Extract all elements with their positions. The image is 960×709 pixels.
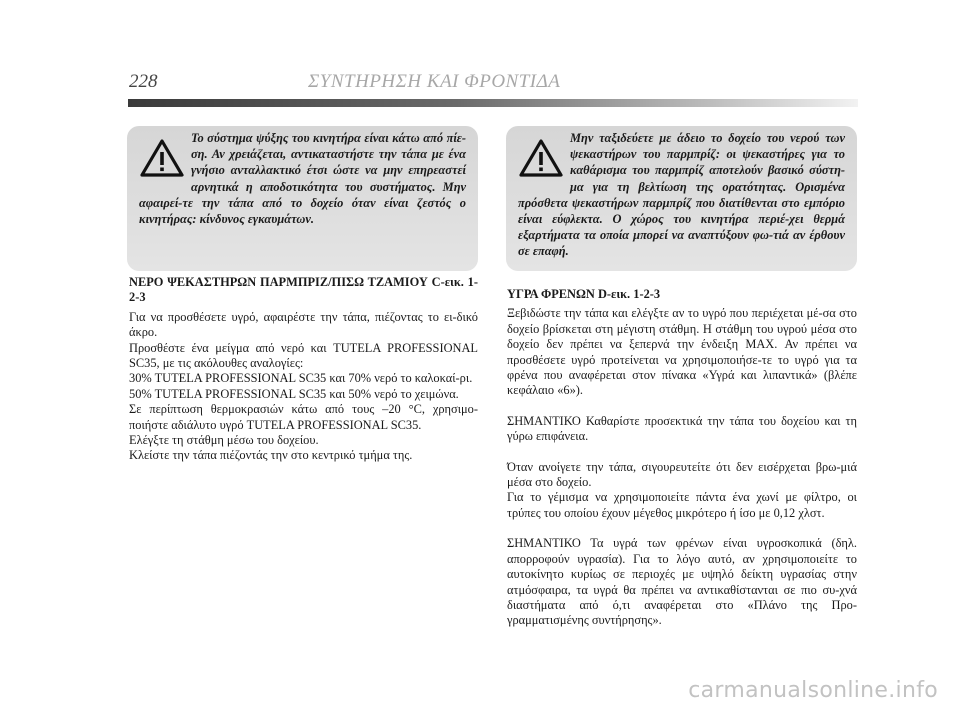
warning-box-washer xyxy=(506,126,857,271)
paragraph-spacer xyxy=(507,399,857,414)
paragraph-spacer xyxy=(507,445,857,460)
paragraph: Σε περίπτωση θερμοκρασιών κάτω από τους –20 °C, χρησιμο-ποιήστε αδιάλυτο υγρό TUTELA PROFESSIONAL SC35. xyxy=(129,402,478,432)
paragraph: Για να προσθέσετε υγρό, αφαιρέστε την τάπα, πιέζοντας το ει-δικό άκρο. xyxy=(129,309,478,340)
important-note: ΣΗΜΑΝΤΙΚΟ Τα υγρά των φρένων είναι υγροσκοπικά (δηλ. απορροφούν υγρασία). Για το λόγο αυτό, αν χρησιμοποιείτε το αυτοκίνητο κυρίως σε περιοχές με υψηλό δείκτη υγρασίας στην ατμόσφαιρα, τα υγρά θα πρέπει να αντικαθίστανται σε πιο συ-χνά διαστήματα από ό,τι αναφέρεται στο «Πλάνο της Προ-γραμματισμένης συντήρησης». xyxy=(507,536,857,628)
paragraph-spacer xyxy=(507,521,857,536)
section-heading: ΥΓΡΑ ΦΡΕΝΩΝ D-εικ. 1-2-3 xyxy=(507,287,661,301)
section-brake-fluid xyxy=(507,287,857,629)
section-heading: ΝΕΡΟ ΨΕΚΑΣΤΗΡΩΝ ΠΑΡΜΠΡΙΖ/ΠΙΣΩ ΤΖΑΜΙΟΥ C-εικ. 1-2-3 xyxy=(129,275,478,305)
warning-text-cooling: Το σύστημα ψύξης του κινητήρα είναι κάτω από πίε-ση. Αν χρειάζεται, αντικαταστήστε την τάπα με ένα γνήσιο ανταλλακτικό έτσι ώστε να μην επηρεαστεί αρνητικά η αποδοτικότητα του συστήματος. Μην αφαιρεί-τε την τάπα από το δοχείο όταν είναι ζεστός ο κινητήρας: κίνδυνος εγκαυμάτων. xyxy=(139,131,466,227)
important-note: ΣΗΜΑΝΤΙΚΟ Καθαρίστε προσεκτικά την τάπα του δοχείου και τη γύρω επιφάνεια. xyxy=(507,413,857,444)
paragraph: Όταν ανοίγετε την τάπα, σιγουρευτείτε ότι δεν εισέρχεται βρω-μιά μέσα στο δοχείο. xyxy=(507,459,857,490)
paragraph: Ξεβιδώστε την τάπα και ελέγξτε αν το υγρό που περιέχεται μέ-σα στο δοχείο βρίσκεται στη μέγιστη στάθμη. Η στάθμη του υγρού μέσα στο δοχείο δεν πρέπει να ξεπερνά την ένδειξη MAX. Αν πρέπει να προσθέσετε υγρό προτείνεται να χρησιμοποιήσε-τε το υγρό για τα φρένα που αναφέρεται στον πίνακα «Υγρά και λιπαντικά» (βλέπε κεφάλαιο «6»). xyxy=(507,306,857,398)
warning-text-washer: Μην ταξιδεύετε με άδειο το δοχείο του νερού των ψεκαστήρων του παρμπρίζ: οι ψεκαστήρες για το καθάρισμα του παρμπρίζ αποτελούν βασικό σύστη-μα για τη βελτίωση της ορατότητας. Ορισμένα πρόσθετα ψεκαστήρων παρμπρίζ που διατίθενται στο εμπόριο είναι εύφλεκτα. Ο χώρος του κινητήρα περιέ-χει θερμά εξαρτήματα τα οποία μπορεί να αναπτύξουν φω-τιά αν έρθουν σε επαφή. xyxy=(518,131,845,259)
paragraph: Για το γέμισμα να χρησιμοποιείτε πάντα ένα χωνί με φίλτρο, οι τρύπες του οποίου έχουν μέγεθος μικρότερο ή ίσο με 0,12 χλστ. xyxy=(507,490,857,520)
page-header-title: ΣΥΝΤΗΡΗΣΗ ΚΑΙ ΦΡΟΝΤΙΔΑ xyxy=(308,71,561,92)
watermark: carmanualsonline.info xyxy=(688,678,938,703)
header-divider xyxy=(128,99,858,107)
paragraph: Κλείστε την τάπα πιέζοντάς την στο κεντρικό τμήμα της. xyxy=(129,448,413,463)
section-windscreen-washer-fluid xyxy=(129,275,478,464)
paragraph: Ελέγξτε τη στάθμη μέσω του δοχείου. xyxy=(129,433,319,448)
paragraph: 30% TUTELA PROFESSIONAL SC35 και 70% νερό το καλοκαί-ρι. xyxy=(129,371,473,386)
warning-box-cooling xyxy=(127,126,478,271)
warning-triangle-icon xyxy=(139,138,185,178)
paragraph: 50% TUTELA PROFESSIONAL SC35 και 50% νερό το χειμώνα. xyxy=(129,386,459,401)
paragraph: Προσθέστε ένα μείγμα από νερό και TUTELA PROFESSIONAL SC35, με τις ακόλουθες αναλογίες: xyxy=(129,340,478,371)
warning-triangle-icon xyxy=(518,138,564,178)
page-number: 228 xyxy=(129,71,158,92)
